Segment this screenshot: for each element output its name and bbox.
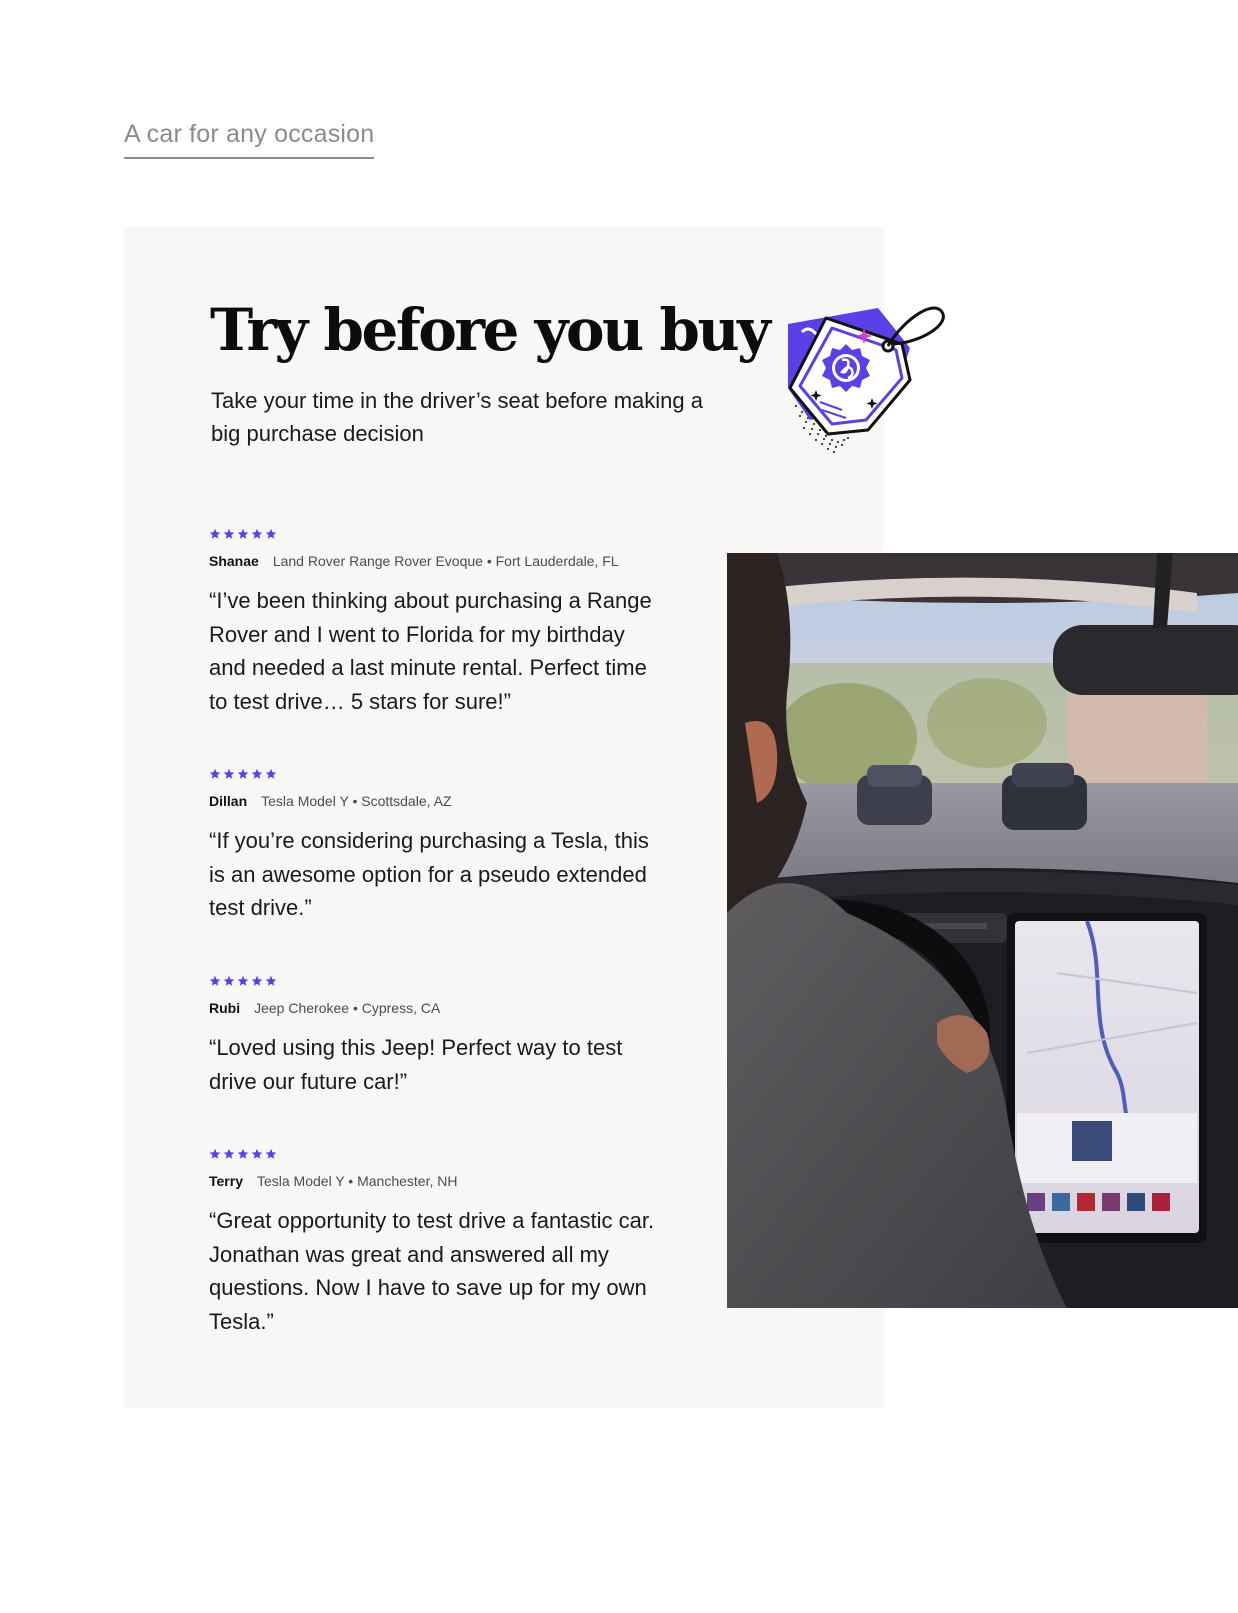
star-rating — [209, 975, 659, 991]
star-icon — [223, 768, 235, 784]
star-icon — [223, 975, 235, 991]
review-quote: “If you’re considering purchasing a Tesla, this is an awesome option for a pseudo extended test drive.” — [209, 828, 649, 920]
star-icon — [265, 768, 277, 784]
star-icon — [251, 975, 263, 991]
star-icon — [223, 1148, 235, 1164]
reviewer-name: Shanae — [209, 553, 259, 569]
price-tag-icon — [782, 302, 952, 462]
star-icon — [251, 528, 263, 544]
review-quote: “I’ve been thinking about purchasing a Range Rover and I went to Florida for my birthday and needed a last minute rental. Perfect time to test drive… 5 stars for sure!” — [209, 588, 652, 714]
reviewer-car-location: Tesla Model Y • Manchester, NH — [256, 1173, 458, 1189]
reviewer-car-location: Tesla Model Y • Scottsdale, AZ — [261, 793, 452, 809]
section-tab-link[interactable]: A car for any occasion — [124, 120, 374, 159]
review-item — [209, 1148, 659, 1338]
star-icon — [237, 975, 249, 991]
star-icon — [237, 528, 249, 544]
star-icon — [251, 768, 263, 784]
review-quote: “Loved using this Jeep! Perfect way to test drive our future car!” — [209, 1035, 623, 1094]
star-icon — [265, 975, 277, 991]
star-icon — [265, 528, 277, 544]
star-icon — [237, 768, 249, 784]
star-icon — [209, 768, 221, 784]
star-icon — [209, 528, 221, 544]
star-icon — [223, 528, 235, 544]
reviewer-name: Dillan — [209, 793, 248, 809]
reviewer-car-location: Jeep Cherokee • Cypress, CA — [254, 1000, 441, 1016]
star-icon — [251, 1148, 263, 1164]
star-icon — [209, 975, 221, 991]
star-icon — [265, 1148, 277, 1164]
review-item — [209, 768, 659, 925]
star-icon — [237, 1148, 249, 1164]
driver-at-wheel-photo — [727, 553, 1238, 1308]
review-quote: “Great opportunity to test drive a fantastic car. Jonathan was great and answered all my questions. Now I have to save up for my own Tesla.” — [209, 1208, 655, 1334]
star-icon — [209, 1148, 221, 1164]
reviewer-car-location: Land Rover Range Rover Evoque • Fort Lauderdale, FL — [272, 553, 619, 569]
review-item — [209, 528, 659, 718]
star-rating — [209, 1148, 659, 1164]
page-subtitle: Take your time in the driver’s seat before making a big purchase decision — [211, 388, 703, 446]
reviewer-name: Rubi — [209, 1000, 241, 1016]
reviewer-name: Terry — [209, 1173, 243, 1189]
star-rating — [209, 768, 659, 784]
star-rating — [209, 528, 659, 544]
page-title: Try before you buy — [210, 296, 769, 364]
review-item — [209, 975, 659, 1098]
